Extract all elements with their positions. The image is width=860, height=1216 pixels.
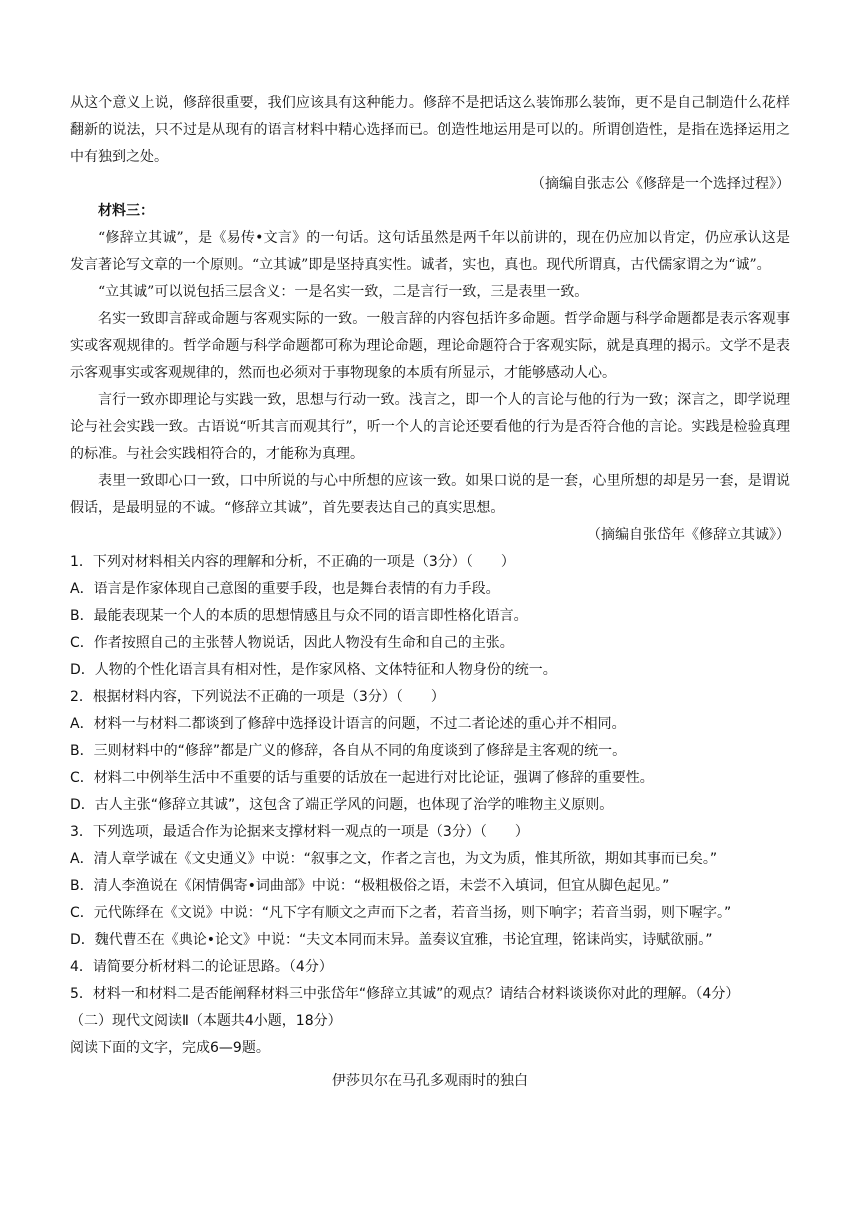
option: B．清人李渔说在《闲情偶寄•词曲部》中说：“极粗极俗之语，未尝不入填词，但宜从脚色起见。”	[70, 878, 670, 894]
option: A．语言是作家体现自己意图的重要手段，也是舞台表情的有力手段。	[70, 581, 500, 597]
article-title: 伊莎贝尔在马孔多观雨时的独白	[332, 1073, 528, 1089]
option: B．三则材料中的“修辞”都是广义的修辞，各自从不同的角度谈到了修辞是主客观的统一。	[70, 743, 627, 759]
option: D．魏代曹丕在《典论•论文》中说：“夫文本同而末异。盖奏议宜雅，书论宜理，铭诔尚实，诗赋欲丽。”	[70, 932, 713, 948]
questions	[70, 549, 790, 1008]
option: A．材料一与材料二都谈到了修辞中选择设计语言的问题，不过二者论述的重心并不相同。	[70, 716, 626, 732]
question-2: 2．根据材料内容，下列说法不正确的一项是（3分）（ ）	[70, 689, 445, 705]
question-1: 1．下列对材料相关内容的理解和分析，不正确的一项是（3分）（ ）	[70, 554, 515, 570]
section-2	[70, 1008, 790, 1095]
paragraph: 言行一致亦即理论与实践一致，思想与行动一致。浅言之，即一个人的言论与他的行为一致；深言之，即学说理论与社会实践一致。古语说“听其言而观其行”，听一个人的言论还要看他的行为是否符合他的言论。实践是检验真理的标准。与社会实践相符合的，才能称为真理。	[70, 392, 790, 462]
material2-source: （摘编自张志公《修辞是一个选择过程》）	[531, 176, 790, 192]
paragraph: 名实一致即言辞或命题与客观实际的一致。一般言辞的内容包括许多命题。哲学命题与科学命题都是表示客观事实或客观规律的。哲学命题与科学命题都可称为理论命题，理论命题符合于客观实际，就是真理的揭示。文学不是表示客观事实或客观规律的，然而也必须对于事物现象的本质有所显示，才能够感动人心。	[70, 311, 790, 381]
question-3: 3．下列选项，最适合作为论据来支撑材料一观点的一项是（3分）（ ）	[70, 824, 529, 840]
material3-heading: 材料三：	[98, 203, 154, 219]
section-2-instruction: 阅读下面的文字，完成6—9题。	[70, 1040, 270, 1056]
question-5: 5．材料一和材料二是否能阐释材料三中张岱年“修辞立其诚”的观点？请结合材料谈谈你对此的理解。（4分）	[70, 986, 740, 1002]
option: C．元代陈绎在《文说》中说：“凡下字有顺文之声而下之者，若音当扬，则下响字；若音当弱，则下喔字。”	[70, 905, 732, 921]
option: D．古人主张“修辞立其诚”，这包含了端正学风的问题，也体现了治学的唯物主义原则。	[70, 797, 614, 813]
option: D．人物的个性化语言具有相对性，是作家风格、文体特征和人物身份的统一。	[70, 662, 557, 678]
material2-tail	[70, 90, 790, 198]
option: C．材料二中例举生活中不重要的话与重要的话放在一起进行对比论证，强调了修辞的重要性。	[70, 770, 654, 786]
paragraph: 从这个意义上说，修辞很重要，我们应该具有这种能力。修辞不是把话这么装饰那么装饰，更不是自己制造什么花样翻新的说法，只不过是从现有的语言材料中精心选择而已。创造性地运用是可以的。所谓创造性，是指在选择运用之中有独到之处。	[70, 95, 790, 165]
option: B．最能表现某一个人的本质的思想情感且与众不同的语言即性格化语言。	[70, 608, 528, 624]
material3-source: （摘编自张岱年《修辞立其诚》）	[587, 527, 790, 543]
option: C．作者按照自己的主张替人物说话，因此人物没有生命和自己的主张。	[70, 635, 514, 651]
section-2-heading: （二）现代文阅读Ⅱ（本题共4小题，18分）	[70, 1013, 342, 1029]
option: A．清人章学诚在《文史通义》中说：“叙事之文，作者之言也，为文为质，惟其所欲，期如其事而已矣。”	[70, 851, 718, 867]
paragraph: “立其诚”可以说包括三层含义：一是名实一致，二是言行一致，三是表里一致。	[98, 284, 589, 300]
material3	[70, 198, 790, 549]
paragraph: 表里一致即心口一致，口中所说的与心中所想的应该一致。如果口说的是一套，心里所想的却是另一套，是谓说假话，是最明显的不诚。“修辞立其诚”，首先要表达自己的真实思想。	[70, 473, 790, 516]
paragraph: “修辞立其诚”，是《易传•文言》的一句话。这句话虽然是两千年以前讲的，现在仍应加以肯定，仍应承认这是发言著论写文章的一个原则。“立其诚”即是坚持真实性。诚者，实也，真也。现代所谓真，古代儒家谓之为“诚”。	[70, 230, 790, 273]
question-4: 4．请简要分析材料二的论证思路。（4分）	[70, 959, 333, 975]
